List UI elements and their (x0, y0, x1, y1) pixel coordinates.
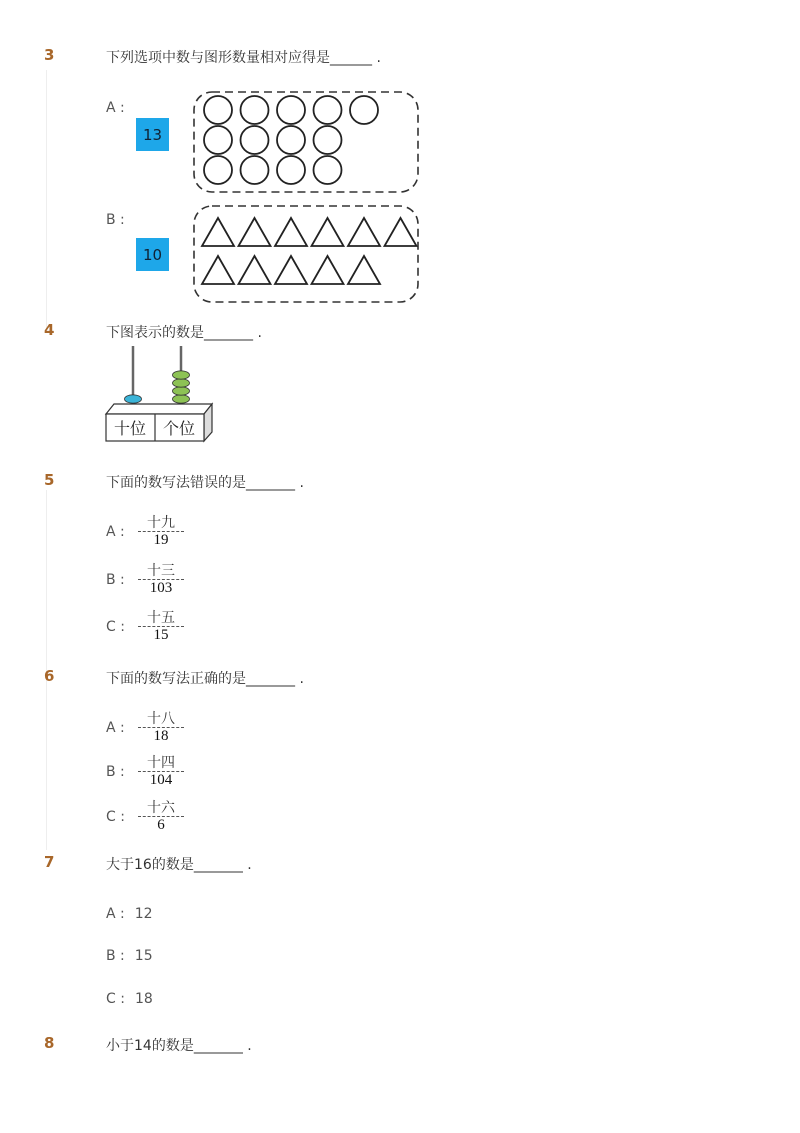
question-number: 4 (44, 321, 55, 339)
chinese-numeral: 十四 (147, 755, 175, 771)
option-label: B : (106, 948, 125, 964)
arabic-numeral: 103 (149, 580, 173, 596)
abacus-bead (173, 395, 190, 403)
number-writing (136, 755, 186, 789)
circle-shape (204, 156, 232, 184)
circle-shape (204, 96, 232, 124)
arabic-numeral: 6 (157, 817, 165, 833)
circle-shape (350, 96, 378, 124)
ones-label: 个位 (162, 419, 196, 438)
circle-shape (314, 96, 342, 124)
question-text: 小于14的数是_______ . (106, 1038, 252, 1054)
triangle-shape (348, 256, 380, 284)
question-number: 8 (44, 1034, 55, 1052)
circle-shape (241, 126, 269, 154)
triangle-shape (275, 256, 307, 284)
option-a[interactable] (106, 906, 153, 922)
question-number: 7 (44, 853, 55, 871)
option-label: A : (106, 906, 125, 922)
circle-shape (314, 156, 342, 184)
arabic-numeral: 104 (149, 772, 173, 788)
circle-shape (241, 96, 269, 124)
circle-shape (277, 156, 305, 184)
question-number: 5 (44, 471, 55, 489)
chinese-numeral: 十五 (147, 610, 175, 626)
option-value: 15 (134, 948, 153, 964)
number-writing (136, 711, 186, 745)
question-text: 下面的数写法错误的是_______ . (106, 475, 304, 491)
question-text: 下面的数写法正确的是_______ . (106, 671, 304, 687)
number-writing (136, 515, 186, 549)
chinese-numeral: 十三 (147, 563, 175, 579)
triangle-shape (385, 218, 417, 246)
triangle-shape (239, 218, 271, 246)
chinese-numeral: 十六 (147, 800, 175, 816)
number-card: 10 (136, 238, 169, 271)
option-value: 12 (134, 906, 153, 922)
triangle-shape (275, 218, 307, 246)
triangles-figure (192, 204, 422, 306)
abacus-bead (173, 371, 190, 379)
question-number: 6 (44, 667, 55, 685)
option-c-label[interactable]: C : (106, 619, 125, 635)
option-label: C : (106, 991, 125, 1007)
circle-shape (241, 156, 269, 184)
tens-label: 十位 (113, 419, 147, 438)
chinese-numeral: 十九 (147, 515, 175, 531)
question-text: 下图表示的数是_______ . (106, 325, 262, 341)
triangle-shape (202, 256, 234, 284)
option-b-label[interactable]: B : (106, 212, 125, 228)
option-value: 18 (134, 991, 153, 1007)
number-writing (136, 800, 186, 834)
option-c[interactable] (106, 991, 153, 1007)
question-number: 3 (44, 46, 55, 64)
option-b-label[interactable]: B : (106, 572, 125, 588)
circle-shape (277, 96, 305, 124)
triangle-shape (312, 218, 344, 246)
question-text: 下列选项中数与图形数量相对应得是______ . (106, 50, 381, 66)
number-writing (136, 610, 186, 644)
arabic-numeral: 19 (153, 532, 169, 548)
arabic-numeral: 15 (153, 627, 169, 643)
option-a-label[interactable]: A : (106, 100, 125, 116)
abacus-figure (104, 344, 216, 446)
option-a-label[interactable]: A : (106, 524, 125, 540)
circle-shape (314, 126, 342, 154)
option-a-label[interactable]: A : (106, 720, 125, 736)
option-b-label[interactable]: B : (106, 764, 125, 780)
abacus-bead (125, 395, 142, 403)
circle-shape (277, 126, 305, 154)
triangle-shape (348, 218, 380, 246)
margin-line (46, 70, 47, 330)
option-c-label[interactable]: C : (106, 809, 125, 825)
triangle-shape (312, 256, 344, 284)
option-b[interactable] (106, 948, 153, 964)
abacus-bead (173, 387, 190, 395)
number-writing (136, 563, 186, 597)
triangle-shape (239, 256, 271, 284)
triangle-shape (202, 218, 234, 246)
number-card: 13 (136, 118, 169, 151)
circle-shape (204, 126, 232, 154)
question-text: 大于16的数是_______ . (106, 857, 252, 873)
arabic-numeral: 18 (153, 728, 169, 744)
abacus-bead (173, 379, 190, 387)
chinese-numeral: 十八 (147, 711, 175, 727)
circles-figure (192, 90, 422, 196)
